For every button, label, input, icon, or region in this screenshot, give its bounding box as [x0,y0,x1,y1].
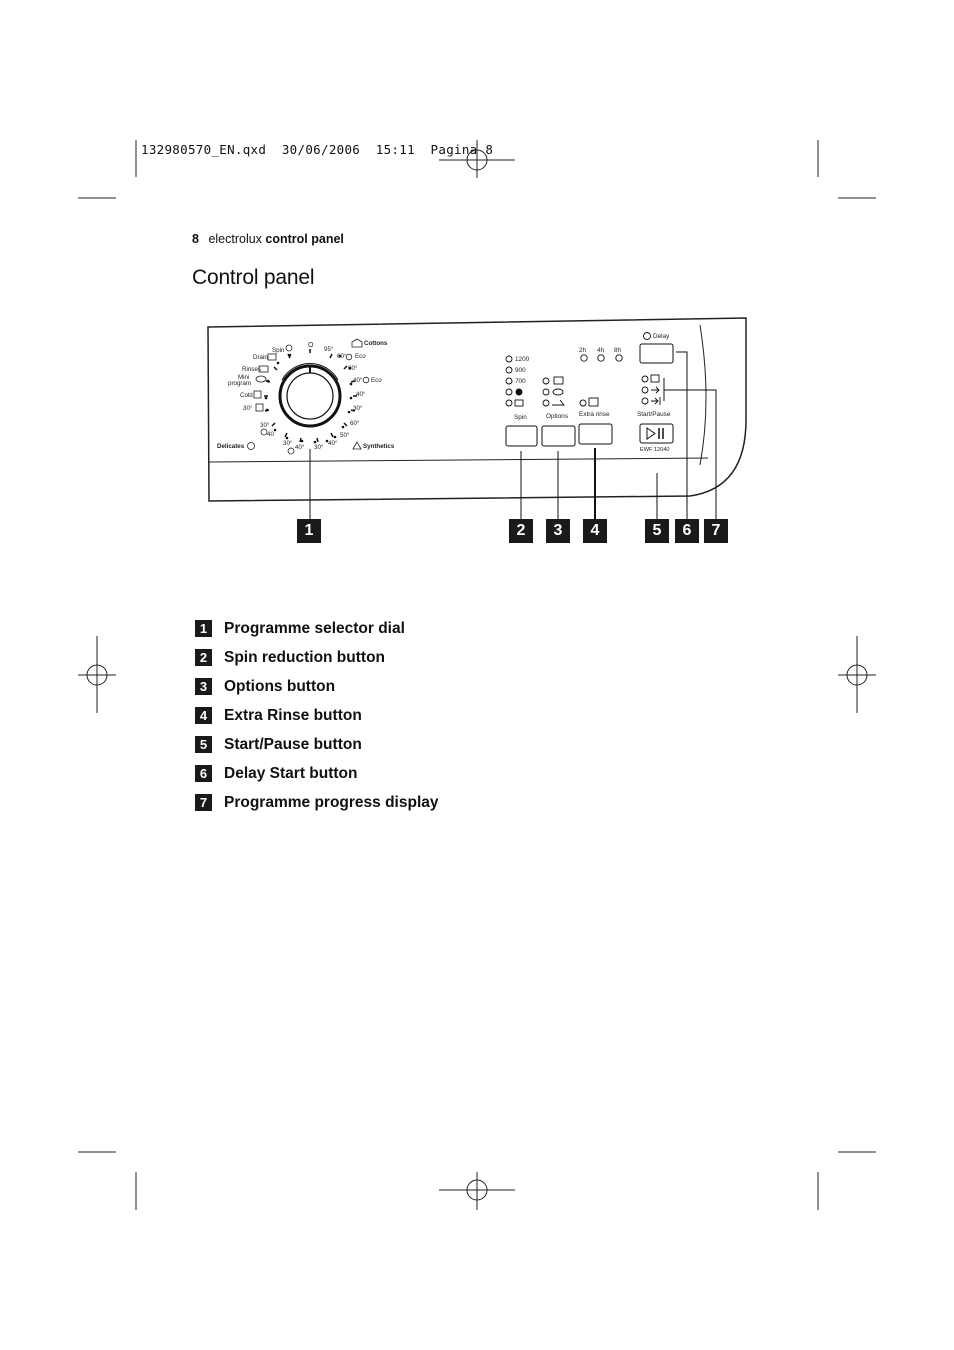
led-2h [581,355,587,361]
legend-label: Programme progress display [224,793,439,811]
easy-iron-icon [552,400,564,405]
callout-3: 3 [546,519,570,543]
led-8h [616,355,622,361]
rinses-program: Rinses [242,366,261,373]
prewash-icon [554,377,563,384]
legend-number: 3 [195,678,212,695]
led-rinse [642,387,648,393]
legend-item [195,788,439,817]
spin-label: Spin [514,414,527,421]
eco-icon-b [346,354,352,360]
cottons-icon [352,339,362,347]
spin-icon [286,345,292,351]
start-pause-button[interactable] [640,424,673,443]
synthetics-label: Synthetics [363,443,395,450]
legend-item [195,614,439,643]
registration-mark-left [78,636,116,713]
legend-item [195,643,439,672]
temp-40-cottons: 40° [356,391,366,398]
temp-95-cottons: 95° [324,346,334,353]
rinse-phase-icon [651,387,659,393]
legend-number: 2 [195,649,212,666]
delay-clock-icon [644,333,651,340]
off-position: O [308,342,314,349]
options-leds [543,377,564,406]
eco-label-a: Eco [371,377,382,384]
programme-dial[interactable] [280,363,340,426]
led-prewash [543,378,549,384]
led-wash [642,376,648,382]
drain-icon [268,354,276,360]
temp-40-eco: 40° [353,377,363,384]
legend-item [195,672,439,701]
start-pause-label: Start/Pause [637,411,671,418]
led-easy-iron [543,400,549,406]
mini-program: Mini [238,374,250,381]
extra-rinse-label: Extra rinse [579,411,610,418]
extra-rinse-button[interactable] [579,424,612,444]
delicates-temp-icon [288,448,294,454]
callout-2: 2 [509,519,533,543]
legend-item [195,759,439,788]
stain-icon [553,389,563,395]
led-900 [506,367,512,373]
legend-number: 5 [195,736,212,753]
legend-item [195,701,439,730]
temp-40-synthetics: 40° [328,440,338,447]
cold-tub-icon [254,391,261,398]
brand-name: electrolux [208,232,262,246]
eco-label-b: Eco [355,353,366,360]
led-1200 [506,356,512,362]
callout-5: 5 [645,519,669,543]
led-stain [543,389,549,395]
page-title: Control panel [192,266,315,289]
legend-label: Options button [224,677,336,695]
page-number: 8 [192,232,199,246]
model-number: EWF 12040 [640,447,670,453]
cottons-label: Cottons [364,340,388,347]
synthetics-icon [353,442,361,449]
led-4h [598,355,604,361]
legend-label: Start/Pause button [224,735,362,753]
legend-label: Spin reduction button [224,648,386,666]
rinse-hold-icon [515,400,523,406]
delay-4h: 4h [597,347,605,354]
temp-30-delicates: 30° [283,440,293,447]
delay-start-button[interactable] [640,344,673,363]
delay-8h: 8h [614,347,622,354]
registration-mark-right [838,636,876,713]
dial-labels [217,340,395,451]
cold-program: Cold [240,392,253,399]
delicates-label: Delicates [217,443,245,450]
legend-label: Delay Start button [224,764,358,782]
temp-60-cottons: 60° [348,365,358,372]
temp-30-synthetics: 30° [314,444,324,451]
temp-30-hand: 30° [260,422,270,429]
progress-leds [642,375,660,405]
options-button[interactable] [542,426,575,446]
registration-mark-bottom [439,1172,515,1210]
temp-40-delicates: 40° [295,444,305,451]
led-rinse-hold [506,400,512,406]
callout-7: 7 [704,519,728,543]
legend-label: Programme selector dial [224,619,405,637]
mini-program-icon [256,376,266,382]
led-700 [506,378,512,384]
temp-60-eco: 60° [337,353,347,360]
temp-30-wool: 30° [243,405,253,412]
delay-2h: 2h [579,347,587,354]
end-phase-icon [651,397,660,405]
eco-icon-a [363,377,369,383]
options-label: Options [546,413,569,420]
legend-item [195,730,439,759]
speed-1200: 1200 [515,356,530,363]
spin-reduction-button[interactable] [506,426,537,446]
led-night [506,389,512,395]
section-name: control panel [265,232,344,246]
speed-700: 700 [515,378,526,385]
wash-phase-icon [651,375,659,382]
drain-program: Drain [253,354,268,361]
temp-50-synthetics: 50° [340,432,350,439]
legend-number: 6 [195,765,212,782]
extra-rinse-led [580,398,598,406]
delay-label: Delay [653,333,670,340]
legend-label: Extra Rinse button [224,706,362,724]
led-end [642,398,648,404]
temp-30-cottons: 30° [353,405,363,412]
callout-4: 4 [583,519,607,543]
component-legend [195,614,439,817]
callout-6: 6 [675,519,699,543]
spin-speed-labels [515,356,530,385]
spin-program: Spin [272,347,285,354]
temp-60-synthetics: 60° [350,420,360,427]
legend-number: 4 [195,707,212,724]
temp-40-hand: 40 [267,431,274,438]
panel-buttons [506,344,673,446]
registration-mark-top [439,140,515,178]
callout-1: 1 [297,519,321,543]
legend-number: 1 [195,620,212,637]
mini-program-line2: program [228,380,252,387]
legend-number: 7 [195,794,212,811]
speed-900: 900 [515,367,526,374]
wool-icon [256,404,263,411]
night-cycle-icon [516,389,522,395]
extra-rinse-icon [589,398,598,406]
print-slug: 132980570_EN.qxd 30/06/2006 15:11 Pagina 8 [141,142,494,157]
delicates-icon [248,443,255,450]
